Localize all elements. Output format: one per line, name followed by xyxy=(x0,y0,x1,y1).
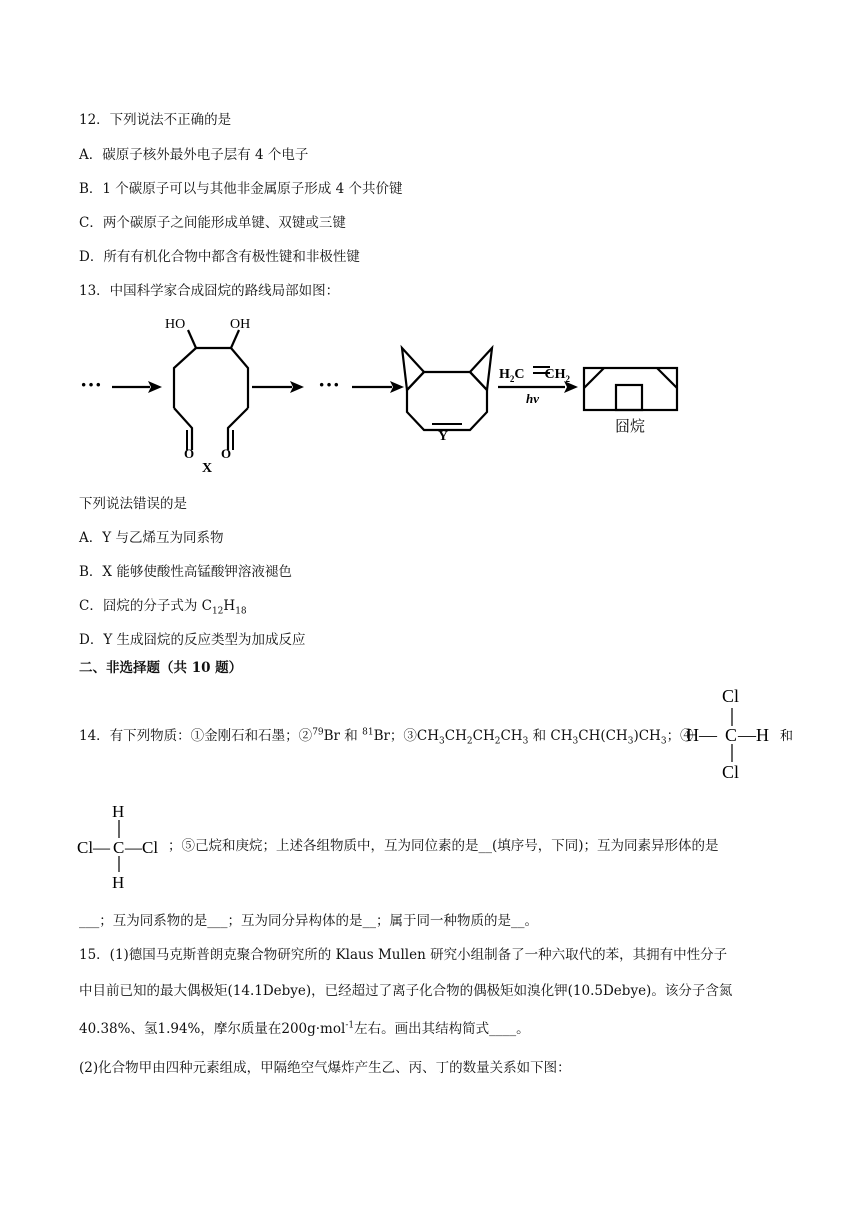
svg-text:Cl: Cl xyxy=(722,762,740,782)
reagent-hv: hv xyxy=(526,391,539,406)
q15-line2: 中目前已知的最大偶极矩(14.1Debye)，已经超过了离子化合物的偶极矩如溴化钾(10.5Debye)。该分子含氮 xyxy=(79,983,733,999)
route-dots-middle: ··· xyxy=(318,372,341,397)
svg-text:Cl: Cl xyxy=(722,686,740,706)
svg-text:H—: H— xyxy=(686,725,717,745)
q12-option-d: D．所有有机化合物中都含有极性键和非极性键 xyxy=(79,249,360,265)
compound-x-label: X xyxy=(202,461,213,476)
svg-text:—Cl: —Cl xyxy=(125,838,159,857)
svg-text:Cl—: Cl— xyxy=(77,838,111,857)
section-heading: 二、非选择题（共 10 题） xyxy=(79,660,243,676)
q15-line4: (2)化合物甲由四种元素组成，甲隔绝空气爆炸产生乙、丙、丁的数量关系如下图： xyxy=(79,1060,571,1076)
q15-line1: 15．(1)德国马克斯普朗克聚合物研究所的 Klaus Mullen 研究小组制备了一种六取代的苯，其拥有中性分子 xyxy=(79,947,728,963)
svg-text:—H: —H xyxy=(738,725,769,745)
compound-y-label: Y xyxy=(438,429,449,444)
svg-text:H: H xyxy=(112,802,125,821)
q13-option-d: D．Y 生成囧烷的反应类型为加成反应 xyxy=(79,632,306,648)
product-label: 囧烷 xyxy=(615,419,646,435)
synthesis-route-diagram xyxy=(0,300,860,490)
svg-text:和: 和 xyxy=(780,728,794,743)
x-oh-label: OH xyxy=(230,317,251,332)
q13-stem: 13．中国科学家合成囧烷的路线局部如图： xyxy=(79,283,340,299)
q14-line1: 14．有下列物质：①金刚石和石墨；②$^{79}$Br 和 $^{81}$Br；$③CH_3CH_2CH_2CH_3$ 和 $CH_3CH(CH_3)CH_3$；④ xyxy=(79,727,694,747)
dichloromethane-structure-1 xyxy=(686,684,798,784)
q14-line3: ___；互为同系物的是___；互为同分异构体的是__；属于同一种物质的是__。 xyxy=(79,913,538,929)
q13-sub-stem: 下列说法错误的是 xyxy=(79,496,187,512)
q12-option-a: A．碳原子核外最外电子层有 4 个电子 xyxy=(79,147,309,163)
svg-text:C: C xyxy=(725,725,738,745)
x-ho-label: HO xyxy=(165,317,186,332)
dichloromethane-structure-2 xyxy=(77,800,177,892)
svg-text:C: C xyxy=(113,838,125,857)
x-o-left-label: O xyxy=(184,446,195,461)
q12-stem: 12．下列说法不正确的是 xyxy=(79,112,232,128)
svg-text:H: H xyxy=(112,873,125,892)
route-dots-left: ··· xyxy=(80,372,103,397)
q15-line3: 40.38%、氢1.94%，摩尔质量在200g·mol$^{-1}$左右。画出其结构简式____。 xyxy=(79,1020,530,1037)
reagent-ethylene: $H_2C$ $CH_2$ xyxy=(499,367,571,384)
q14-line2: ；⑤己烷和庚烷；上述各组物质中，互为同位素的是__(填序号，下同)；互为同素异形体的是 xyxy=(168,838,719,854)
q12-option-c: C．两个碳原子之间能形成单键、双键或三键 xyxy=(79,215,346,231)
x-o-right-label: O xyxy=(221,446,232,461)
q13-option-a: A．Y 与乙烯互为同系物 xyxy=(79,530,224,546)
q13-option-c: C．囧烷的分子式为 $C_{12}H_{18}$ xyxy=(79,598,247,617)
q13-option-b: B．X 能够使酸性高锰酸钾溶液褪色 xyxy=(79,564,292,580)
q12-option-b: B．1 个碳原子可以与其他非金属原子形成 4 个共价键 xyxy=(79,181,403,197)
